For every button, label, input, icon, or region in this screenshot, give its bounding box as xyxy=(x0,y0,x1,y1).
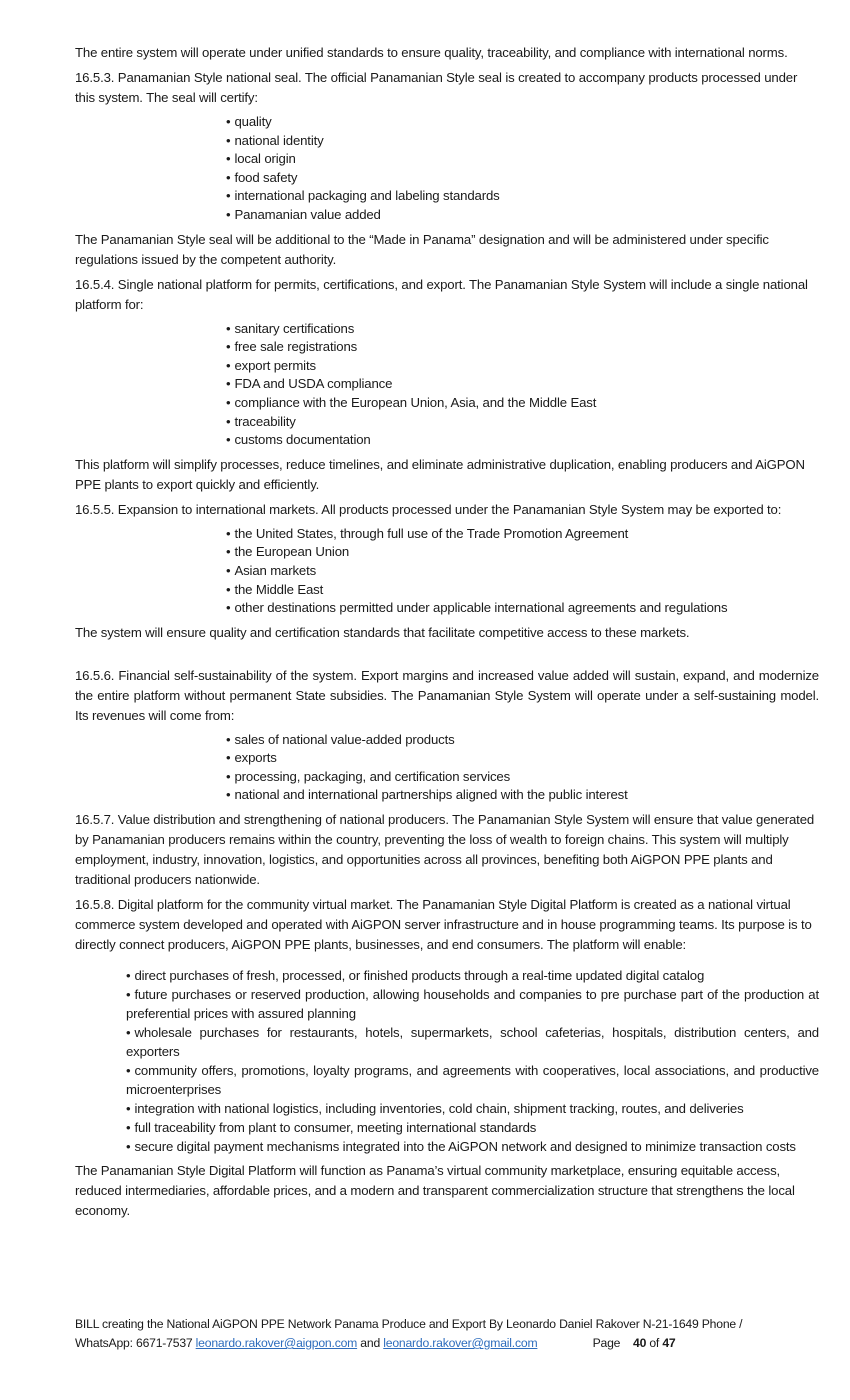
list-item: • food safety xyxy=(226,169,819,188)
platform-features-list xyxy=(75,966,819,1156)
email-link-aigpon[interactable]: leonardo.rakover@aigpon.com xyxy=(195,1336,358,1350)
markets-list xyxy=(75,525,819,618)
footer-and: and xyxy=(357,1336,384,1350)
section-16-5-8-heading: 16.5.8. Digital platform for the community virtual market. The Panamanian Style Digital Platform is created as a national virtual commerce system developed and operated with AiGPON server infrastructure and in house programming teams. Its purpose is to directly connect producers, AiGPON PPE plants, businesses, and end consumers. The platform will enable: xyxy=(75,897,812,953)
list-item: • quality xyxy=(226,113,819,132)
page-footer xyxy=(75,1315,795,1353)
list-item: • exports xyxy=(226,749,819,768)
list-item: • Panamanian value added xyxy=(226,206,819,225)
list-item: • international packaging and labeling standards xyxy=(226,187,819,206)
spacer xyxy=(75,648,819,666)
list-item: • FDA and USDA compliance xyxy=(226,375,819,394)
list-item: • Asian markets xyxy=(226,562,819,581)
section-16-5-5-heading: 16.5.5. Expansion to international markets. All products processed under the Panamanian Style System may be exported to: xyxy=(75,501,782,517)
seal-certify-list xyxy=(75,113,819,225)
list-item: • community offers, promotions, loyalty programs, and agreements with cooperatives, local associations, and productive microenterprises xyxy=(126,1061,819,1099)
list-item: • sales of national value-added products xyxy=(226,731,819,750)
section-16-5-6-heading: 16.5.6. Financial self-sustainability of the system. Export margins and increased value added will sustain, expand, and modernize the entire platform without permanent State subsidies. The Panamanian Style System will operate under a self-sustaining model. Its revenues will come from: xyxy=(75,667,819,723)
list-item: • direct purchases of fresh, processed, or finished products through a real-time updated digital catalog xyxy=(126,966,819,985)
section-16-5-3-after: The Panamanian Style seal will be additional to the “Made in Panama” designation and will be administered under specific regulations issued by the competent authority. xyxy=(75,231,769,267)
document-page xyxy=(75,43,819,1226)
list-item: • full traceability from plant to consumer, meeting international standards xyxy=(126,1118,819,1137)
section-16-5-7-paragraph: 16.5.7. Value distribution and strengthening of national producers. The Panamanian Style System will ensure that value generated by Panamanian producers remains within the country, preventing the loss of wealth to foreign chains. This system will multiply employment, industry, innovation, logistics, and opportunities across all provinces, benefiting both AiGPON PPE plants and traditional producers nationwide. xyxy=(75,812,815,888)
page-indicator xyxy=(593,1336,676,1350)
list-item: • wholesale purchases for restaurants, hotels, supermarkets, school cafeterias, hospitals, distribution centers, and exporters xyxy=(126,1023,819,1061)
list-item: • the European Union xyxy=(226,543,819,562)
list-item: • national identity xyxy=(226,132,819,151)
list-item: • the United States, through full use of the Trade Promotion Agreement xyxy=(226,525,819,544)
section-16-5-4-after: This platform will simplify processes, reduce timelines, and eliminate administrative duplication, enabling producers and AiGPON PPE plants to export quickly and efficiently. xyxy=(75,456,805,492)
list-item: • traceability xyxy=(226,413,819,432)
page-label: Page xyxy=(592,1336,621,1350)
list-item: • other destinations permitted under applicable international agreements and regulations xyxy=(226,599,819,618)
list-item: • compliance with the European Union, Asia, and the Middle East xyxy=(226,394,819,413)
list-item: • integration with national logistics, including inventories, cold chain, shipment tracking, routes, and deliveries xyxy=(126,1099,819,1118)
list-item: • secure digital payment mechanisms integrated into the AiGPON network and designed to minimize transaction costs xyxy=(126,1137,819,1156)
list-item: • the Middle East xyxy=(226,581,819,600)
intro-paragraph: The entire system will operate under unified standards to ensure quality, traceability, and compliance with international norms. xyxy=(75,45,788,60)
page-of: of xyxy=(649,1336,660,1350)
section-16-5-8-after: The Panamanian Style Digital Platform will function as Panama’s virtual community marketplace, ensuring equitable access, reduced intermediaries, affordable prices, and a modern and transparent commercialization structure that strengthens the local economy. xyxy=(75,1163,795,1219)
section-16-5-4-heading: 16.5.4. Single national platform for permits, certifications, and export. The Panamanian Style System will include a single national platform for: xyxy=(75,276,808,312)
page-total: 47 xyxy=(662,1336,676,1350)
list-item: • sanitary certifications xyxy=(226,320,819,339)
list-item: • national and international partnerships aligned with the public interest xyxy=(226,786,819,805)
list-item: • processing, packaging, and certification services xyxy=(226,768,819,787)
list-item: • customs documentation xyxy=(226,431,819,450)
page-current: 40 xyxy=(633,1336,647,1350)
list-item: • local origin xyxy=(226,150,819,169)
section-16-5-5-after: The system will ensure quality and certification standards that facilitate competitive access to these markets. xyxy=(75,624,690,640)
revenues-list xyxy=(75,731,819,805)
section-16-5-3-heading: 16.5.3. Panamanian Style national seal. The official Panamanian Style seal is created to accompany products processed under this system. The seal will certify: xyxy=(75,70,798,105)
list-item: • free sale registrations xyxy=(226,338,819,357)
list-item: • future purchases or reserved production, allowing households and companies to pre purchase part of the production at preferential prices with assured planning xyxy=(126,985,819,1023)
platform-list xyxy=(75,320,819,450)
list-item: • export permits xyxy=(226,357,819,376)
footer-text: BILL creating the National AiGPON PPE Network Panama Produce and Export By Leonardo Daniel Rakover N-21-1649 Phone / WhatsApp: 6671-7537 xyxy=(75,1317,743,1350)
email-link-gmail[interactable]: leonardo.rakover@gmail.com xyxy=(383,1336,538,1350)
